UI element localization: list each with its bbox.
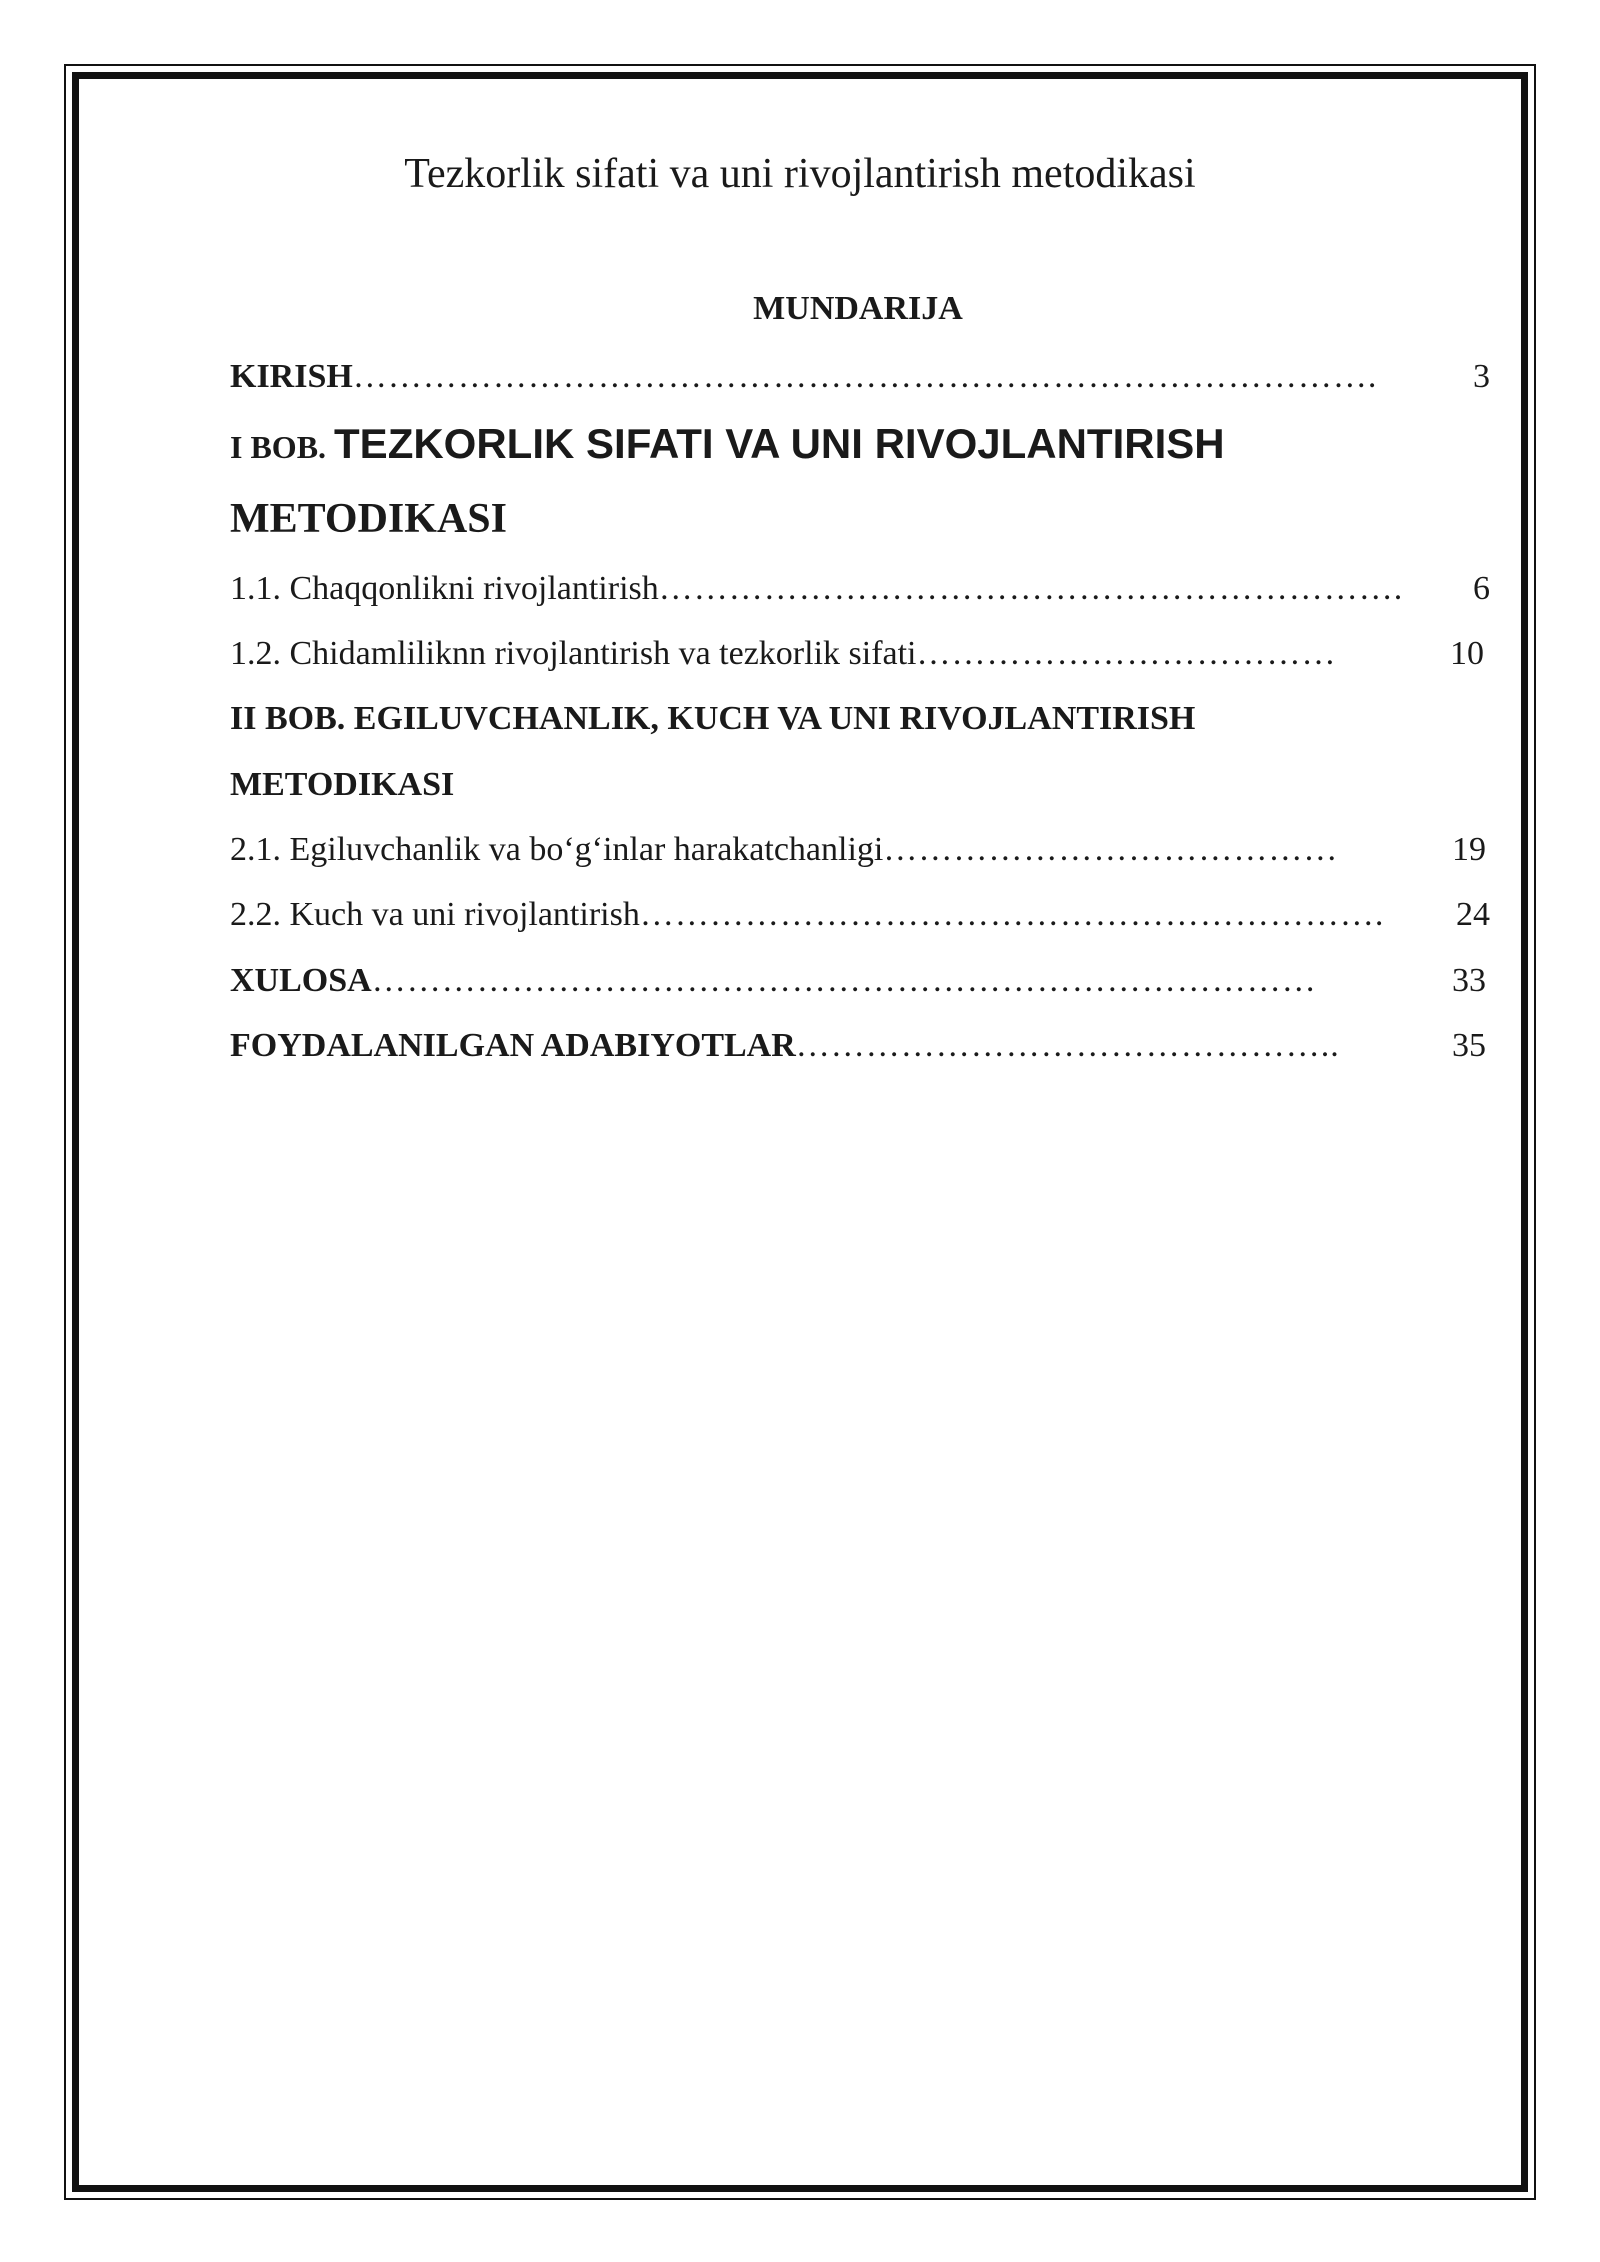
toc-page-number: 24 bbox=[1456, 896, 1490, 933]
toc-dot-leader: ……………………………………………………………………… bbox=[371, 962, 1317, 999]
chapter-prefix: I BOB. bbox=[230, 429, 335, 465]
toc-entry-label: XULOSA bbox=[230, 962, 372, 999]
toc-entry-1-1[interactable] bbox=[230, 570, 1490, 608]
toc-dot-leader: ……………………………………….. bbox=[795, 1027, 1340, 1064]
toc-dot-leader: ………………………………………………………. bbox=[658, 570, 1404, 607]
toc-dot-leader: ……………………………… bbox=[916, 635, 1337, 672]
toc-chapter-1-line1[interactable] bbox=[230, 420, 1225, 468]
chapter-title: TEZKORLIK SIFATI VA UNI RIVOJLANTIRISH bbox=[334, 420, 1225, 467]
toc-dot-leader: ………………………………………………………. bbox=[639, 896, 1385, 933]
toc-entry-kirish[interactable] bbox=[230, 358, 1490, 396]
toc-page-number: 6 bbox=[1473, 570, 1490, 607]
toc-page-number: 19 bbox=[1452, 831, 1486, 868]
toc-page-number: 3 bbox=[1473, 358, 1490, 395]
toc-chapter-1-line2[interactable]: METODIKASI bbox=[230, 496, 507, 542]
toc-entry-label: 2.1. Egiluvchanlik va bo‘g‘inlar harakatchanligi bbox=[230, 831, 884, 868]
toc-entry-label: KIRISH bbox=[230, 358, 353, 395]
toc-page-number: 10 bbox=[1450, 635, 1484, 672]
toc-entry-xulosa[interactable] bbox=[230, 962, 1486, 1000]
toc-dot-leader: ………………………………… bbox=[883, 831, 1339, 868]
toc-entry-adabiyotlar[interactable] bbox=[230, 1027, 1486, 1065]
toc-entry-label: 2.2. Kuch va uni rivojlantirish bbox=[230, 896, 640, 933]
toc-entry-label: 1.2. Chidamliliknn rivojlantirish va tezkorlik sifati bbox=[230, 635, 917, 672]
toc-dot-leader: ……………………………………………………………………………. bbox=[352, 358, 1378, 395]
toc-entry-1-2[interactable] bbox=[230, 635, 1484, 673]
toc-chapter-2-line1[interactable]: II BOB. EGILUVCHANLIK, KUCH VA UNI RIVOJLANTIRISH bbox=[230, 700, 1196, 737]
toc-chapter-2-line2[interactable]: METODIKASI bbox=[230, 766, 455, 803]
toc-heading: MUNDARIJA bbox=[753, 290, 963, 327]
toc-page-number: 35 bbox=[1452, 1027, 1486, 1064]
toc-entry-2-2[interactable] bbox=[230, 896, 1490, 934]
toc-entry-2-1[interactable] bbox=[230, 831, 1486, 869]
toc-entry-label: FOYDALANILGAN ADABIYOTLAR bbox=[230, 1027, 796, 1064]
toc-entry-label: 1.1. Chaqqonlikni rivojlantirish bbox=[230, 570, 659, 607]
document-title: Tezkorlik sifati va uni rivojlantirish metodikasi bbox=[404, 151, 1196, 197]
toc-page-number: 33 bbox=[1452, 962, 1486, 999]
